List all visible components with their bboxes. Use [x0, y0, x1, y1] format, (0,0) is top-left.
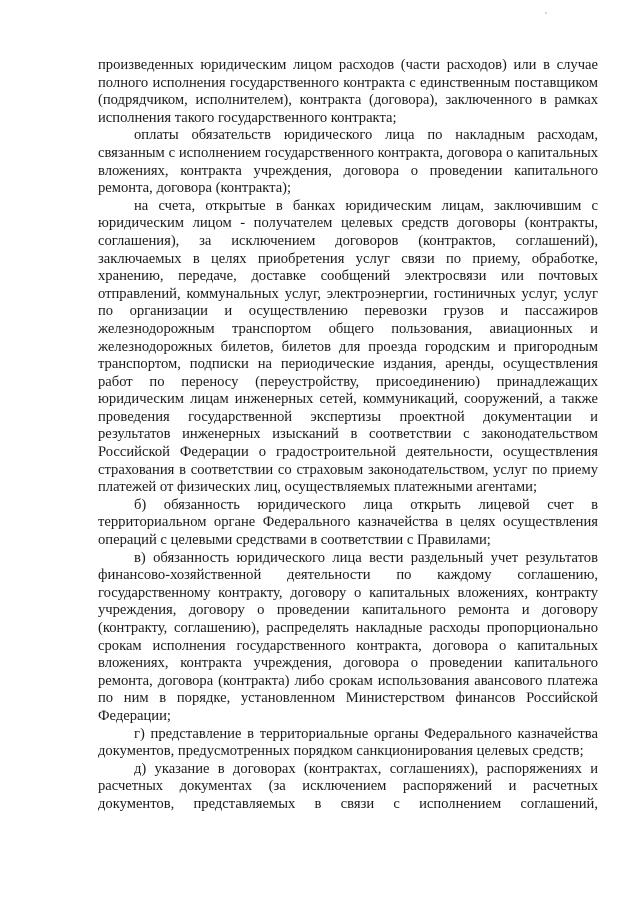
- paragraph-bank-accounts: на счета, открытые в банках юридическим лицам, заключившим с юридическим лицом - получателем целевых средств договоры (контракты, соглашения), за исключением договоров (контрактов, соглашений), заключаемых в целях приобретения услуг связи по приему, обработке, хранению, передаче, доставке сообщений электросвязи или почтовых отправлений, коммунальных услуг, электроэнергии, гостиничных услуг, услуг по организации и осуществлению перевозки грузов и пассажиров железнодорожным транспортом общего пользования, авиационных и железнодорожных билетов, билетов для проезда городским и пригородным транспортом, подписки на периодические издания, аренды, осуществления работ по переносу (переустройству, присоединению) принадлежащих юридическим лицам инженерных сетей, коммуникаций, сооружений, а также проведения государственной экспертизы проектной документации и результатов инженерных изысканий в соответствии с законодательством Российской Федерации о градостроительной деятельности, осуществления страхования в соответствии со страховым законодательством, услуг по приему платежей от физических лиц, осуществляемых платежными агентами;: [98, 197, 598, 496]
- paragraph-item-v: в) обязанность юридического лица вести раздельный учет результатов финансово-хозяйственной деятельности по каждому соглашению, государственному контракту, договору о капитальных вложениях, контракту учреждения, договору о проведении капитального ремонта и договору (контракту, соглашению), распределять накладные расходы пропорционально срокам исполнения государственного контракта, договора о капитальных вложениях, контракта учреждения, договора о проведении капитального ремонта, договора (контракта) либо срокам использования авансового платежа по ним в порядке, установленном Министерством финансов Российской Федерации;: [98, 549, 598, 724]
- paragraph-overhead-costs: оплаты обязательств юридического лица по накладным расходам, связанным с исполнением государственного контракта, договора о капитальных вложениях, контракта учреждения, договора о проведении капитального ремонта, договора (контракта);: [98, 127, 598, 197]
- document-body: [98, 57, 598, 814]
- paragraph-item-d: д) указание в договорах (контрактах, соглашениях), распоряжениях и расчетных документах (за исключением распоряжений и расчетных документов, представляемых в связи с исполнением соглашений,: [98, 760, 598, 812]
- paragraph-item-g: г) представление в территориальные органы Федерального казначейства документов, предусмотренных порядком санкционирования целевых средств;: [98, 725, 598, 760]
- scan-speck: [545, 12, 547, 14]
- paragraph-continuation: произведенных юридическим лицом расходов (части расходов) или в случае полного исполнения государственного контракта с единственным поставщиком (подрядчиком, исполнителем), контракта (договора), заключенного в рамках исполнения такого государственного контракта;: [98, 57, 598, 126]
- paragraph-item-b: б) обязанность юридического лица открыть лицевой счет в территориальном органе Федерального казначейства в целях осуществления операций с целевыми средствами в соответствии с Правилами;: [98, 496, 598, 549]
